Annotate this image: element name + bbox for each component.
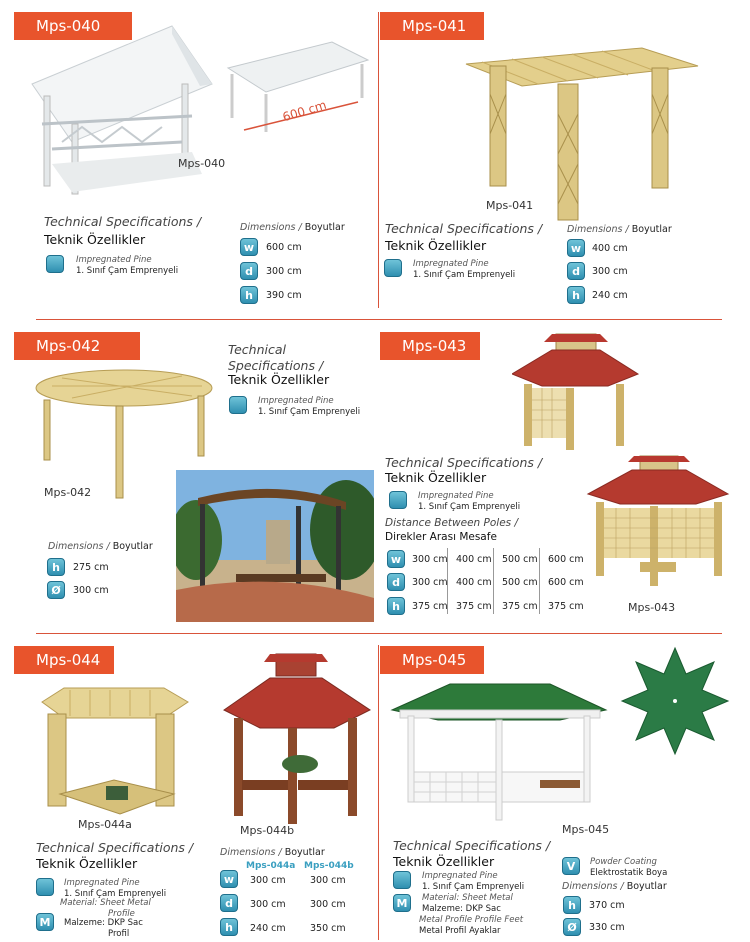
spec-title-en-043: Technical Specifications /: [385, 455, 543, 470]
material-icon: [384, 259, 402, 277]
product-tag-041: Mps-041: [380, 12, 484, 40]
spec-title-en-040: Technical Specifications /: [44, 214, 202, 229]
spec-title-tr-045: Teknik Özellikler: [393, 854, 495, 869]
poles-table-cell: 600 cm: [548, 554, 584, 565]
depth-icon: d: [387, 573, 405, 591]
poles-header-en-043: Distance Between Poles /: [385, 517, 519, 529]
product-tag-042: Mps-042: [14, 332, 140, 360]
height-value-045: 370 cm: [589, 900, 625, 911]
material-icon: [229, 396, 247, 414]
material-043: Impregnated Pine 1. Sınıf Çam Emprenyeli: [418, 491, 521, 512]
gazebo-044b-image: [222, 648, 372, 824]
poles-table-cell: 500 cm: [502, 554, 538, 565]
coating-045: Powder Coating Elektrostatik Boya: [590, 857, 668, 878]
height-icon: h: [567, 286, 585, 304]
divider-2: [36, 633, 722, 634]
poles-table-cell: 375 cm: [548, 601, 584, 612]
spec-title-en-042a: Technical: [228, 342, 286, 357]
spec-title-en-041: Technical Specifications /: [385, 221, 543, 236]
poles-table-cell: 300 cm: [412, 577, 448, 588]
feet-045: Metal Profile Profile Feet Metal Profil Ayaklar: [419, 915, 524, 936]
poles-table-cell: 375 cm: [456, 601, 492, 612]
product-tag-045: Mps-045: [380, 646, 484, 674]
height-icon: h: [220, 918, 238, 936]
dimension-label-040: 600 cm: [280, 97, 329, 125]
dims-header-042: Dimensions / Boyutlar: [48, 541, 153, 552]
depth-value-041: 300 cm: [592, 266, 628, 277]
gazebo-040-image: [22, 24, 222, 196]
diameter-icon: Ø: [47, 581, 65, 599]
poles-table-cell: 600 cm: [548, 577, 584, 588]
depth-icon: d: [567, 262, 585, 280]
depth-value-040: 300 cm: [266, 266, 302, 277]
product-tag-040: Mps-040: [14, 12, 132, 40]
poles-table-cell: 400 cm: [456, 554, 492, 565]
material-icon: [389, 491, 407, 509]
height-value-044b: 350 cm: [310, 923, 346, 934]
caption-041: Mps-041: [486, 199, 534, 212]
metal-icon: M: [36, 913, 54, 931]
height-value-044a: 240 cm: [250, 923, 286, 934]
roof-top-view-icon: [620, 646, 730, 756]
pergola-044a-image: [40, 684, 190, 824]
width-icon: w: [567, 239, 585, 257]
pergola-041-image: [462, 44, 702, 222]
material-045: Impregnated Pine 1. Sınıf Çam Emprenyeli: [422, 871, 525, 892]
spec-title-tr-040: Teknik Özellikler: [44, 232, 146, 247]
material-icon: [393, 871, 411, 889]
gazebo-045-image: [390, 676, 608, 826]
spec-title-tr-044: Teknik Özellikler: [36, 856, 138, 871]
depth-icon: d: [220, 894, 238, 912]
caption-040: Mps-040: [178, 157, 226, 170]
height-value-040: 390 cm: [266, 290, 302, 301]
poles-table-cell: 400 cm: [456, 577, 492, 588]
gazebo-043-large-image: [586, 452, 730, 602]
depth-value-044a: 300 cm: [250, 899, 286, 910]
product-tag-044: Mps-044: [14, 646, 114, 674]
col-header-044a: Mps-044a: [246, 861, 296, 871]
poles-table-cell: 375 cm: [412, 601, 448, 612]
depth-value-044b: 300 cm: [310, 899, 346, 910]
diameter-value-042: 300 cm: [73, 585, 109, 596]
material-040: Impregnated Pine 1. Sınıf Çam Emprenyeli: [76, 255, 179, 276]
caption-044a: Mps-044a: [78, 818, 132, 831]
material-icon: [46, 255, 64, 273]
width-value-041: 400 cm: [592, 243, 628, 254]
spec-title-tr-043: Teknik Özellikler: [385, 470, 487, 485]
spec-title-tr-041: Teknik Özellikler: [385, 238, 487, 253]
height-icon: h: [387, 597, 405, 615]
paint-icon: V: [562, 857, 580, 875]
divider-1: [36, 319, 722, 320]
vdivider-1: [378, 12, 379, 308]
poles-table-cell: 375 cm: [502, 601, 538, 612]
vdivider-2: [378, 645, 379, 940]
dims-header-041: Dimensions / Boyutlar: [567, 224, 672, 235]
poles-header-tr-043: Direkler Arası Mesafe: [385, 531, 497, 543]
dims-header-040: Dimensions / Boyutlar: [240, 222, 345, 233]
caption-043: Mps-043: [628, 601, 676, 614]
width-value-040: 600 cm: [266, 242, 302, 253]
product-tag-043: Mps-043: [380, 332, 480, 360]
height-value-042: 275 cm: [73, 562, 109, 573]
col-header-044b: Mps-044b: [304, 861, 354, 871]
poles-table-cell: 500 cm: [502, 577, 538, 588]
material-041: Impregnated Pine 1. Sınıf Çam Emprenyeli: [413, 259, 516, 280]
spec-title-en-045: Technical Specifications /: [393, 838, 551, 853]
material-icon: [36, 878, 54, 896]
height-icon: h: [563, 896, 581, 914]
table-divider: [493, 548, 494, 614]
spec-title-en-044: Technical Specifications /: [36, 840, 194, 855]
material-042: Impregnated Pine 1. Sınıf Çam Emprenyeli: [258, 396, 361, 417]
width-icon: w: [240, 238, 258, 256]
caption-044b: Mps-044b: [240, 824, 295, 837]
gazebo-043-image: [512, 330, 640, 454]
dims-header-044: Dimensions / Boyutlar: [220, 847, 325, 858]
width-value-044b: 300 cm: [310, 875, 346, 886]
material-sheet-tr-044: Malzeme: DKP Sac Profil: [64, 918, 143, 939]
width-icon: w: [220, 870, 238, 888]
diameter-icon: Ø: [563, 918, 581, 936]
gazebo-040-top-image: [222, 38, 372, 138]
diameter-value-045: 330 cm: [589, 922, 625, 933]
width-value-044a: 300 cm: [250, 875, 286, 886]
height-icon: h: [47, 558, 65, 576]
pergola-042-photo: [176, 470, 374, 622]
metal-icon: M: [393, 894, 411, 912]
spec-title-en-042b: Specifications /: [228, 358, 324, 373]
poles-table-cell: 300 cm: [412, 554, 448, 565]
dims-header-045: Dimensions / Boyutlar: [562, 881, 667, 892]
height-value-041: 240 cm: [592, 290, 628, 301]
width-icon: w: [387, 550, 405, 568]
height-icon: h: [240, 286, 258, 304]
depth-icon: d: [240, 262, 258, 280]
material-sheet-en-044: Material: Sheet Metal Profile: [60, 898, 151, 919]
material-sheet-045: Material: Sheet Metal Malzeme: DKP Sac: [422, 893, 513, 914]
caption-042: Mps-042: [44, 486, 92, 499]
caption-045: Mps-045: [562, 823, 610, 836]
table-divider: [539, 548, 540, 614]
spec-title-tr-042: Teknik Özellikler: [228, 372, 330, 387]
material-044: Impregnated Pine 1. Sınıf Çam Emprenyeli: [64, 878, 167, 899]
